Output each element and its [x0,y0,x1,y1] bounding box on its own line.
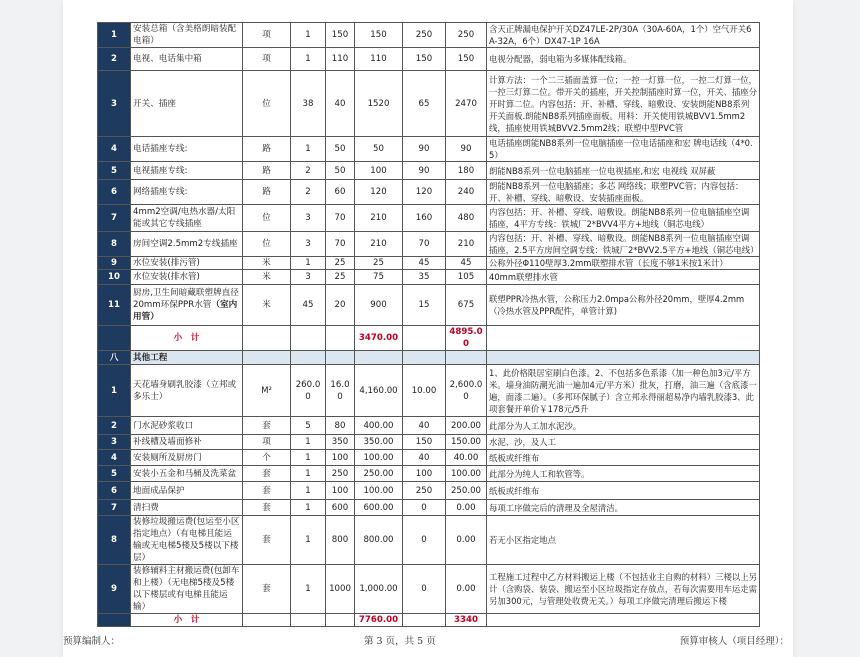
item-quantity: 1 [291,257,326,270]
item-unit-price-2: 15 [403,285,446,326]
item-total-2: 250 [446,23,487,48]
table-row [98,365,760,417]
table-row [98,137,760,162]
item-unit: 位 [243,71,291,137]
item-number: 10 [98,270,131,285]
item-description: 计算方法：一个二三插面盖算一位；一控一灯算一位，一控二灯算一位，一控三灯算二位。带开关的插座，开关控制插座时算一位，开关、插座分开时算二位。内容包括：开、补槽、穿线、暗敷设、安装朗能NB8系列开关面板.朗能NB8系列插座面板。用料：开关使用铁城BVV1.5mm2线，插座使用铁城BVV2.5mm2线；联塑中型PVC管 [487,71,760,137]
item-number: 6 [98,180,131,205]
item-description: 公称外径Φ110壁厚3.2mm联塑排水管（长度不够1米按1米计） [487,257,760,270]
item-unit: 项 [243,23,291,48]
item-number: 8 [98,516,131,565]
item-unit-price-2: 150 [403,48,446,71]
item-unit-price: 100 [326,450,355,466]
subtotal-total: 3470.00 [355,326,403,351]
item-total-2: 90 [446,137,487,162]
item-name [131,71,243,137]
subtotal-number [98,326,131,351]
item-description: 内容包括：开、补槽、穿线、暗敷设。朗能NB8系列一位电脑插座空调插座，4平方专线：铁城厂2*BVV4平方+地线（铜芯电线） [487,205,760,232]
item-total: 1520 [355,71,403,137]
table-row [98,205,760,232]
section-header-row [98,351,760,365]
item-unit: 个 [243,450,291,466]
subtotal-row [98,326,760,351]
item-unit-price: 80 [326,417,355,435]
item-total-2: 2,600.00 [446,365,487,417]
empty-cell [403,351,446,365]
item-name [131,500,243,516]
item-total-2: 480 [446,205,487,232]
empty-cell [291,614,326,627]
table-row [98,180,760,205]
item-quantity: 1 [291,48,326,71]
item-total: 100 [355,162,403,180]
item-number: 9 [98,257,131,270]
subtotal-row [98,614,760,627]
item-unit-price-2: 90 [403,162,446,180]
item-name [131,162,243,180]
subtotal-total-2: 3340 [446,614,487,627]
budget-table [97,22,760,627]
item-unit-price: 70 [326,232,355,257]
item-total: 1,000.00 [355,565,403,614]
item-unit-price: 16.00 [326,365,355,417]
item-unit-price: 25 [326,257,355,270]
item-total: 600.00 [355,500,403,516]
item-unit-price-2: 250 [403,482,446,500]
item-total: 110 [355,48,403,71]
item-name [131,365,243,417]
item-unit-price-2: 100 [403,466,446,482]
item-unit-price-2: 0 [403,565,446,614]
item-total: 4,160.00 [355,365,403,417]
item-total: 100.00 [355,482,403,500]
table-row [98,417,760,435]
item-total: 100.00 [355,450,403,466]
item-unit-price-2: 45 [403,257,446,270]
table-row [98,285,760,326]
item-number: 4 [98,137,131,162]
item-name-text: 水位安装(排污管) [133,258,200,268]
item-name [131,435,243,450]
page-footer [63,633,793,647]
item-unit-price: 50 [326,162,355,180]
item-unit-price: 110 [326,48,355,71]
item-unit-price: 40 [326,71,355,137]
item-total: 900 [355,285,403,326]
item-name-text: 水位安装(排水管) [133,272,200,282]
empty-cell [291,326,326,351]
item-number: 7 [98,500,131,516]
item-unit: 套 [243,466,291,482]
item-description: 联塑PPR冷热水管，公称压力2.0mpa公称外径20mm，壁厚4.2mm（冷热水管及PPR配件，单管计算) [487,285,760,326]
item-unit-price-2: 120 [403,180,446,205]
item-unit-price-2: 160 [403,205,446,232]
item-name [131,257,243,270]
item-name [131,565,243,614]
table-row [98,232,760,257]
item-unit-price: 20 [326,285,355,326]
item-total: 250.00 [355,466,403,482]
item-total-2: 675 [446,285,487,326]
item-unit: 米 [243,257,291,270]
item-name [131,466,243,482]
table-row [98,257,760,270]
item-unit: 套 [243,500,291,516]
item-name-text: 安装厕所及厨房门 [133,452,202,463]
item-unit-price-2: 90 [403,137,446,162]
table-row [98,482,760,500]
table-row [98,435,760,450]
item-total: 800.00 [355,516,403,565]
item-quantity: 1 [291,137,326,162]
item-name-text: 清扫费 [133,502,159,513]
table-row [98,23,760,48]
item-description: 1、此价格限居室刷白色漆。2、不包括多色系漆（加一种色加3元/平方米。墙身油防潮光油一遍加4元/平方米）批灰，打磨，油三遍（含底漆一遍，面漆二遍）。（多邦环保腻子）含立邦永得丽超易净内墙乳胶漆3、此项套餐开单价￥178元/5升 [487,365,760,417]
item-quantity: 260.00 [291,365,326,417]
section-title: 其他工程 [131,351,243,365]
item-quantity: 1 [291,23,326,48]
item-unit-price: 150 [326,23,355,48]
item-total: 210 [355,205,403,232]
item-quantity: 2 [291,180,326,205]
item-quantity: 1 [291,482,326,500]
item-quantity: 2 [291,162,326,180]
item-name [131,450,243,466]
item-name-text: 厨房,卫生间暗藏联塑牌直径20mm环保PPR水管 [133,288,239,310]
item-name-text: 安装总箱（含美格朗暗装配电箱） [133,24,237,46]
item-number: 3 [98,435,131,450]
subtotal-total-2: 4895.00 [446,326,487,351]
item-quantity: 3 [291,205,326,232]
item-description: 纸板或纤维布 [487,450,760,466]
item-unit-price-2: 70 [403,232,446,257]
empty-cell [355,351,403,365]
item-description: 含天正牌漏电保护开关DZ47LE-2P/30A（30A-60A，1个）空气开关6A-32A，6个）DX47-1P 16A [487,23,760,48]
item-description: 40mm联塑排水管 [487,270,760,285]
item-total-2: 40.00 [446,450,487,466]
item-total: 150 [355,23,403,48]
empty-cell [326,326,355,351]
item-name-text: 4mm2空调/电热水器/太阳能或其它专线插座 [133,207,236,229]
item-description: 朗能NB8系列一位电脑插座一位电视插座,和宏 电视线 双屏蔽 [487,162,760,180]
item-name-note: （室内用管） [133,300,238,322]
item-unit: 套 [243,417,291,435]
item-quantity: 3 [291,232,326,257]
item-unit-price-2: 250 [403,23,446,48]
item-name [131,516,243,565]
item-name [131,23,243,48]
item-name-text: 开关、插座 [133,98,176,109]
item-number: 3 [98,71,131,137]
item-unit-price-2: 10.00 [403,365,446,417]
item-description: 内容包括：开、补槽、穿线、暗敷设。朗能NB8系列一位电脑插座空调插座，2.5平方房间空调专线：铁城厂2*BVV2.5平方+地线（铜芯电线） [487,232,760,257]
item-unit-price-2: 65 [403,71,446,137]
item-number: 9 [98,565,131,614]
empty-cell [243,351,291,365]
item-number: 2 [98,417,131,435]
item-number: 8 [98,232,131,257]
item-description: 若无小区指定地点 [487,516,760,565]
subtotal-total: 7760.00 [355,614,403,627]
subtotal-number [98,614,131,627]
item-unit-price: 250 [326,466,355,482]
empty-cell [243,614,291,627]
item-name [131,205,243,232]
item-quantity: 1 [291,500,326,516]
item-total-2: 2470 [446,71,487,137]
item-description: 此部分为人工加水泥沙。 [487,417,760,435]
table-row [98,466,760,482]
item-total-2: 105 [446,270,487,285]
empty-cell [291,351,326,365]
item-total-2: 150 [446,48,487,71]
item-unit: 项 [243,48,291,71]
item-name-text: 补线槽及墙面修补 [133,437,202,447]
item-number: 2 [98,48,131,71]
item-quantity: 1 [291,466,326,482]
item-total: 50 [355,137,403,162]
item-unit: 米 [243,270,291,285]
item-unit-price-2: 40 [403,450,446,466]
item-unit-price: 1000 [326,565,355,614]
item-name [131,482,243,500]
item-name-text: 地面成品保护 [133,485,185,496]
item-description: 电话插座朗能NB8系列一位电脑插座一位电话插座和宏 牌电话线（4*0.5） [487,137,760,162]
item-quantity: 1 [291,435,326,450]
item-total: 210 [355,232,403,257]
item-unit-price: 60 [326,180,355,205]
item-total-2: 240 [446,180,487,205]
item-number: 6 [98,482,131,500]
item-unit-price-2: 0 [403,516,446,565]
empty-cell [243,326,291,351]
item-total-2: 250.00 [446,482,487,500]
item-unit-price: 600 [326,500,355,516]
item-name-text: 电话插座专线: [133,144,188,154]
item-unit: 套 [243,482,291,500]
empty-cell [403,614,446,627]
item-name-text: 门水泥砂浆收口 [133,420,194,431]
empty-cell [487,351,760,365]
item-unit-price: 70 [326,205,355,232]
item-number: 4 [98,450,131,466]
item-description: 工程施工过程中乙方材料搬运上楼（不包括业主自购的材料）三楼以上另计（含购袋、装袋、搬运至小区垃圾指定存放点，若每次需要用车运走需另加300元，与管理处收费无关。）每项工序做完清理后搬运下楼 [487,565,760,614]
subtotal-label: 小 计 [131,614,243,627]
item-number: 11 [98,285,131,326]
item-unit: 米 [243,285,291,326]
item-name [131,180,243,205]
subtotal-label: 小 计 [131,326,243,351]
table-row [98,516,760,565]
item-quantity: 1 [291,516,326,565]
item-unit: M² [243,365,291,417]
item-name [131,285,243,326]
table-row [98,48,760,71]
item-total-2: 0.00 [446,500,487,516]
item-unit-price-2: 40 [403,417,446,435]
item-name-text: 电视插座专线: [133,165,188,176]
item-name-text: 电视、电话集中箱 [133,54,202,64]
item-quantity: 1 [291,450,326,466]
item-total-2: 0.00 [446,516,487,565]
item-description: 朗能NB8系列一位电脑插座；多芯 网络线；联塑PVC管；内容包括：开、补槽、穿线、暗敷设、安装插座面板。 [487,180,760,205]
item-number: 5 [98,162,131,180]
item-description: 电视分配器，弱电箱为多媒体配线箱。 [487,48,760,71]
item-quantity: 5 [291,417,326,435]
item-total: 400.00 [355,417,403,435]
item-name-text: 安装小五金和马桶及洗菜盆 [133,468,237,479]
item-quantity: 45 [291,285,326,326]
item-unit-price: 100 [326,482,355,500]
table-row [98,565,760,614]
item-number: 1 [98,23,131,48]
item-total: 350.00 [355,435,403,450]
item-number: 1 [98,365,131,417]
item-unit-price-2: 35 [403,270,446,285]
page-info: 第 3 页，共 5 页 [364,636,436,647]
item-unit: 套 [243,516,291,565]
table-row [98,71,760,137]
item-unit-price-2: 0 [403,500,446,516]
item-quantity: 3 [291,270,326,285]
item-quantity: 38 [291,71,326,137]
item-name [131,48,243,71]
item-unit-price-2: 150 [403,435,446,450]
item-unit: 项 [243,435,291,450]
item-name [131,137,243,162]
document-page [63,0,793,657]
reviewer-label: 预算审核人（项目经理）： [679,636,789,647]
preparer-label: 预算编制人： [63,636,121,647]
table-row [98,450,760,466]
item-description: 此部分为纯人工和软管等。 [487,466,760,482]
item-name-text: 装修辅料主材搬运费(包卸车和上楼）（无电梯5楼及5楼以下楼层或有电梯且能运输） [133,566,240,612]
item-unit: 位 [243,232,291,257]
item-number: 5 [98,466,131,482]
item-name-text: 装修垃圾搬运费(包运至小区指定地点）（有电梯且能运输或无电梯5楼及5楼以下楼层） [133,517,240,563]
item-total-2: 180 [446,162,487,180]
empty-cell [487,614,760,627]
item-unit-price: 800 [326,516,355,565]
item-total-2: 200.00 [446,417,487,435]
table-row [98,162,760,180]
item-unit: 位 [243,205,291,232]
item-unit: 路 [243,162,291,180]
item-unit-price: 25 [326,270,355,285]
item-total-2: 0.00 [446,565,487,614]
item-name-text: 天花墙身刷乳胶漆（立邦或多乐士） [133,379,237,402]
item-total: 75 [355,270,403,285]
item-total-2: 45 [446,257,487,270]
item-total: 120 [355,180,403,205]
item-name [131,417,243,435]
table-row [98,500,760,516]
item-description: 每项工序做完后的清理及全屋清洁。 [487,500,760,516]
item-total: 25 [355,257,403,270]
item-unit: 路 [243,180,291,205]
item-number: 7 [98,205,131,232]
item-unit-price: 350 [326,435,355,450]
empty-cell [487,326,760,351]
item-total-2: 210 [446,232,487,257]
empty-cell [446,351,487,365]
item-unit: 路 [243,137,291,162]
item-name [131,232,243,257]
item-total-2: 100.00 [446,466,487,482]
section-number: 八 [98,351,131,365]
item-description: 纸板或纤维布 [487,482,760,500]
table-row [98,270,760,285]
item-quantity: 1 [291,565,326,614]
item-description: 水泥、沙，及人工 [487,435,760,450]
empty-cell [326,351,355,365]
item-unit: 套 [243,565,291,614]
item-name [131,270,243,285]
empty-cell [403,326,446,351]
item-unit-price: 50 [326,137,355,162]
item-name-text: 网络插座专线: [133,187,188,197]
empty-cell [326,614,355,627]
item-name-text: 房间空调2.5mm2专线插座 [133,239,238,249]
item-total-2: 150.00 [446,435,487,450]
